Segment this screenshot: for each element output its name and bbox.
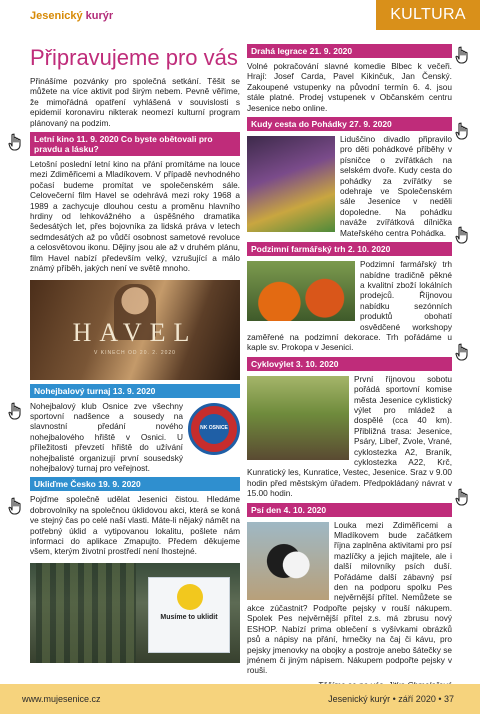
pumpkin-photo	[247, 261, 355, 321]
uklid-text: Pojďme společně udělat Jesenici čistou. Hledáme dobrovolníky na společnou úklidovou akci, která se koná ve stejný čas po celé naší vlasti. Máte-li nějaký námět na potřebný úklid a vytipovanou lokalitu, pošlete nám informaci do aplikace Zmapujto. Předem děkujeme všem, kterým životní prostředí není lhostejné.	[30, 494, 240, 557]
hand-pointer-icon	[455, 488, 471, 506]
bike-photo	[247, 376, 349, 460]
page-title: Připravujeme pro vás	[30, 45, 238, 70]
nohejbal-text: Nohejbalový klub Osnice zve všechny sportovní nadšence a sousedy na slavnostní předání nového nohejbalového hřiště v Osnici. U příležitosti převzetí hřiště do užívání nohejbalisté organizují první sousedský nohejbalový turnaj pro veřejnost.	[30, 400, 183, 473]
footer-url: www.mujesenice.cz	[22, 694, 101, 704]
nohejbal-heading: Nohejbalový turnaj 13. 9. 2020	[30, 384, 240, 398]
hand-pointer-icon	[455, 46, 471, 64]
hand-pointer-icon	[8, 402, 24, 420]
cleanup-sign-text: Musíme to uklidit	[160, 613, 218, 621]
hand-pointer-icon	[8, 497, 24, 515]
pohadka-block	[247, 134, 452, 238]
forest-trees	[36, 563, 136, 663]
theatre-photo	[247, 136, 335, 232]
psi-text: Louka mezi Zdiměřicemi a Mladíkovem bude začátkem října zaplněna aktivitami pro psí mazlíčky a jejich majitele, ale i další milovníky psích duší. Pořádáme další zábavný psí den na podporu spolku Pes nejvěrnější přítel. Nemůžete se akce zúčastnit? Podpořte pejsky v rouší nákupem. Spolek Pes nejvěrnější přítel z.s. má zbrusu nový ESHOP. Nabízí prima oblečení s vyšívkami obrázků psů a nápisy na přání, hrnečky na čaj či kávu, pro pejsky jmenovky na obojky a postroje anebo šátečky se jménem či jiným nápisem. Nákupem podpořte pejsky v rouši.	[247, 519, 452, 676]
hand-pointer-icon	[455, 122, 471, 140]
havel-poster-subtitle: V KINECH OD 20. 2. 2020	[94, 349, 176, 356]
trh-heading: Podzimní farmářský trh 2. 10. 2020	[247, 242, 452, 256]
cleanup-sign	[148, 577, 230, 653]
dog-photo	[247, 522, 329, 600]
uklid-heading: Ukliďme Česko 19. 9. 2020	[30, 477, 240, 491]
pohadka-text: Liduščino divadlo připravilo pro děti pohádkové příběhy v písničce o zvířátkách na selském dvoře. Kudy cesta do pohádky za zvířátky se odehraje ve Společenském sále Jesenice v neděli dopoledne. Na pohádku naváže zvířátková dílnička Mateřského centra Pohádka.	[340, 134, 452, 238]
brand-title	[30, 10, 113, 22]
trh-text: Podzimní farmářský trh nabídne tradičně pěkné a kvalitní zboží lokálních prodejců. Říjnovou nabídku sezónních produktů obohatí osvědčené workshopy zaměřené na podzimní dekorace. Trh pořádáme u kaple sv. Prokopa v Jesenici.	[247, 259, 452, 353]
havel-poster-title: HAVEL	[72, 317, 198, 347]
cyklo-heading: Cyklovýlet 3. 10. 2020	[247, 357, 452, 371]
kino-text: Letošní poslední letní kino na přání promítáme na louce mezi Zdiměřicemi a Mladíkovem. V případě nevhodného počasí budeme promítat ve společenském sále. Celovečerní film Havel se odehrává mezi roky 1968 a 1989 a zachycuje dlouhou cestu a proměnu hlavního hrdiny od lehkovážného a úspěšného dramatika šedesátých let, přes bojovníka za lidská práva v letech sedmdesátých až po vůdčí osobnost sametové revoluce a celosvětovou ikonu. Dějiny jsou ale až v druhém plánu, film Havel nabízí především velký, vzrušující a málo známý příběh, jakých není ve světě mnoho.	[30, 159, 240, 274]
havel-poster	[30, 280, 240, 380]
trh-block	[247, 259, 452, 353]
psi-heading: Psí den 4. 10. 2020	[247, 503, 452, 517]
cyklo-block	[247, 374, 452, 499]
nohejbal-block	[30, 401, 240, 474]
intro-text: Přinášíme pozvánky pro společná setkání. Těšit se můžete na více aktivit pod širým nebem. Pevně věříme, že mimořádná opatření vyhlášená v souvislosti s epidemií koronaviru nikterak neomezí kulturní program plánovaný na podzim.	[30, 76, 240, 128]
brand-prefix: Jesenický	[30, 10, 83, 22]
hand-pointer-icon	[455, 226, 471, 244]
right-column	[247, 44, 452, 690]
cyklo-text: První říjnovou sobotu pořádá sportovní komise města Jesenice cyklistický výlet pro mládež a dospělé (cca 40 km). Přibližná trasa: Jesenice, Psáry, Libeř, Zvole, Vrané, cyklostezka A2, Braník, cyklostezka A22, Krč, Kunratický les, Kunratice, Vestec, Jesenice. Sraz v 9.00 hodin před městským úřadem. Předpokládaný návrat v 15.00 hodin.	[247, 373, 452, 499]
kino-heading: Letní kino 11. 9. 2020 Co byste obětovali pro pravdu a lásku?	[30, 132, 240, 156]
left-column	[30, 44, 240, 663]
brand-suffix: kurýr	[82, 10, 114, 22]
nk-osnice-logo	[188, 403, 240, 455]
draha-heading: Drahá legrace 21. 9. 2020	[247, 44, 452, 58]
footer-bar	[0, 684, 480, 714]
hand-pointer-icon	[455, 343, 471, 361]
pohadka-heading: Kudy cesta do Pohádky 27. 9. 2020	[247, 117, 452, 131]
draha-text: Volné pokračování slavné komedie Blbec k večeři. Hrají: Josef Carda, Pavel Kikinčuk, Jan Čenský. Zakoupené vstupenky na původní termín 6. 4. jsou stále platné. Prodej vstupenek v Občanském centru Jesenice nebo online.	[247, 61, 452, 113]
footer-issue: Jesenický kurýr • září 2020 • 37	[328, 694, 454, 704]
top-bar	[0, 0, 480, 32]
hand-pointer-icon	[8, 133, 24, 151]
cleanup-photo	[30, 563, 240, 663]
section-tag: KULTURA	[376, 0, 480, 30]
psi-block	[247, 520, 452, 676]
logo-text: NK OSNICE	[200, 424, 228, 431]
smiley-icon	[177, 584, 203, 610]
